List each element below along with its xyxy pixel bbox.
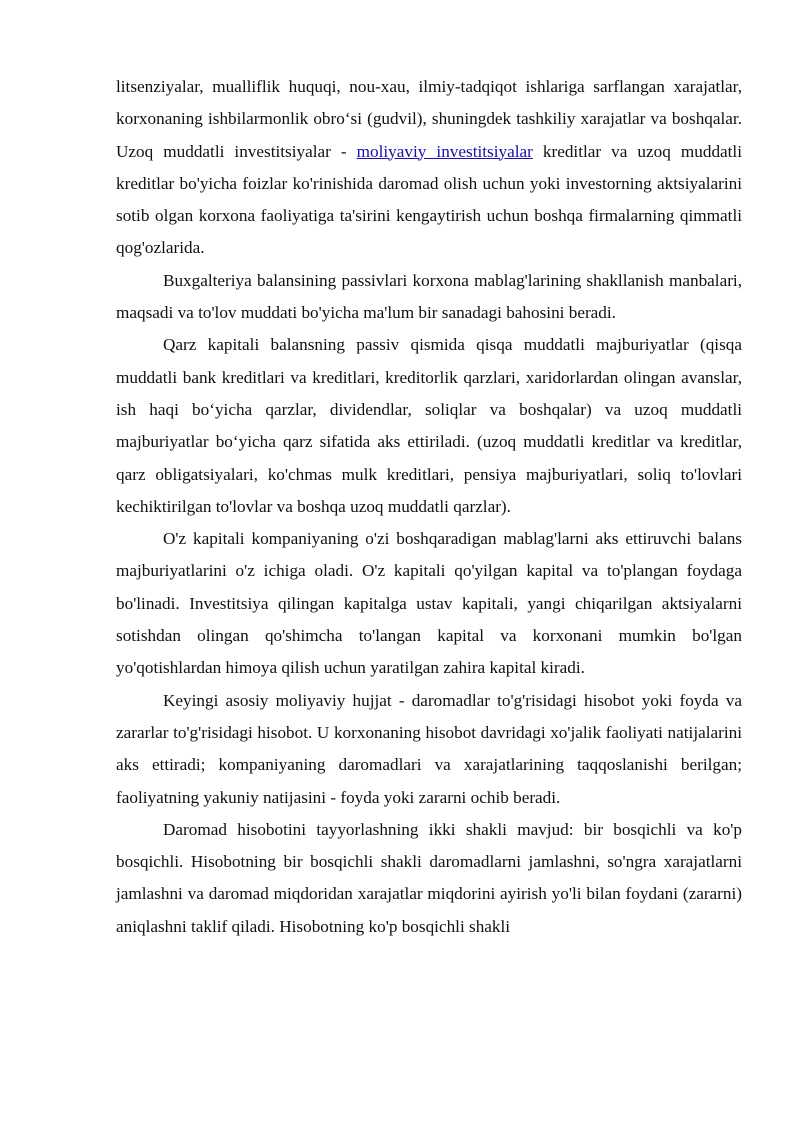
paragraph-report-forms: Daromad hisobotini tayyorlashning ikki shakli mavjud: bir bosqichli va ko'p bosqichli. Hisobotning bir bosqichli shakli daromadlarni jamlashni, so'ngra xarajatlarni jamlashni va daromad miqdoridan xarajatlar miqdorini ayirish yo'li bilan foydani (zararni) aniqlashni taklif qiladi. Hisobotning ko'p bosqichli shakli: [116, 819, 742, 936]
paragraph-debt-capital: Qarz kapitali balansning passiv qismida qisqa muddatli majburiyatlar (qisqa muddatli bank kreditlari va kreditlari, kreditorlik qarzlari, xaridorlardan olingan avanslar, ish haqi bo‘yicha qarzlar, dividendlar, soliqlar va boshqalar) va uzoq muddatli majburiyatlar bo‘yicha qarz sifatida aks ettiriladi. (uzoq muddatli kreditlar va kreditlar, qarz obligatsiyalari, ko'chmas mulk kreditlari, pensiya majburiyatlari, soliq to'lovlari kechiktirilgan to'lovlar va boshqa uzoq muddatli qarzlar).: [116, 335, 742, 516]
document-page: [116, 71, 742, 943]
paragraph-balance-liabilities: Buxgalteriya balansining passivlari korxona mablag'larining shakllanish manbalari, maqsadi va to'lov muddati bo'yicha ma'lum bir sanadagi bahosini beradi.: [116, 270, 742, 323]
investments-link[interactable]: moliyaviy investitsiyalar: [356, 141, 533, 161]
paragraph-equity: O'z kapitali kompaniyaning o'zi boshqaradigan mablag'larni aks ettiruvchi balans majburiyatlarini o'z ichiga oladi. O'z kapitali qo'yilgan kapital va to'plangan foydaga bo'linadi. Investitsiya qilingan kapitalga ustav kapitali, yangi chiqarilgan aktsiyalarni sotishdan olingan qo'shimcha to'langan kapital va korxonani mumkin bo'lgan yo'qotishlardan himoya qilish uchun yaratilgan zahira kapital kiradi.: [116, 529, 742, 678]
paragraph-text: litsenziyalar, mualliflik huquqi, nou-xau, ilmiy-tadqiqot ishlariga sarflangan xarajatlar, korxonaning ishbilarmonlik obro‘si (gudvil), shuningdek tashkiliy xarajatlar va boshqalar. Uzoq muddatli investitsiyalar -: [116, 77, 742, 161]
paragraph-text: kreditlar va uzoq muddatli kreditlar bo'yicha foizlar ko'rinishida daromad olish uchun yoki investorning aktsiyalarini sotib olgan korxona faoliyatiga ta'sirini kengaytirish uchun boshqa firmalarning qimmatli qog'ozlarida.: [116, 141, 742, 258]
paragraph-income-statement: Keyingi asosiy moliyaviy hujjat - daromadlar to'g'risidagi hisobot yoki foyda va zararlar to'g'risidagi hisobot. U korxonaning hisobot davridagi xo'jalik faoliyati natijalarini aks ettiradi; kompaniyaning daromadlari va xarajatlarining taqqoslanishi berilgan; faoliyatning yakuniy natijasini - foyda yoki zararni ochib beradi.: [116, 690, 742, 807]
paragraph-continuation: [116, 71, 742, 265]
